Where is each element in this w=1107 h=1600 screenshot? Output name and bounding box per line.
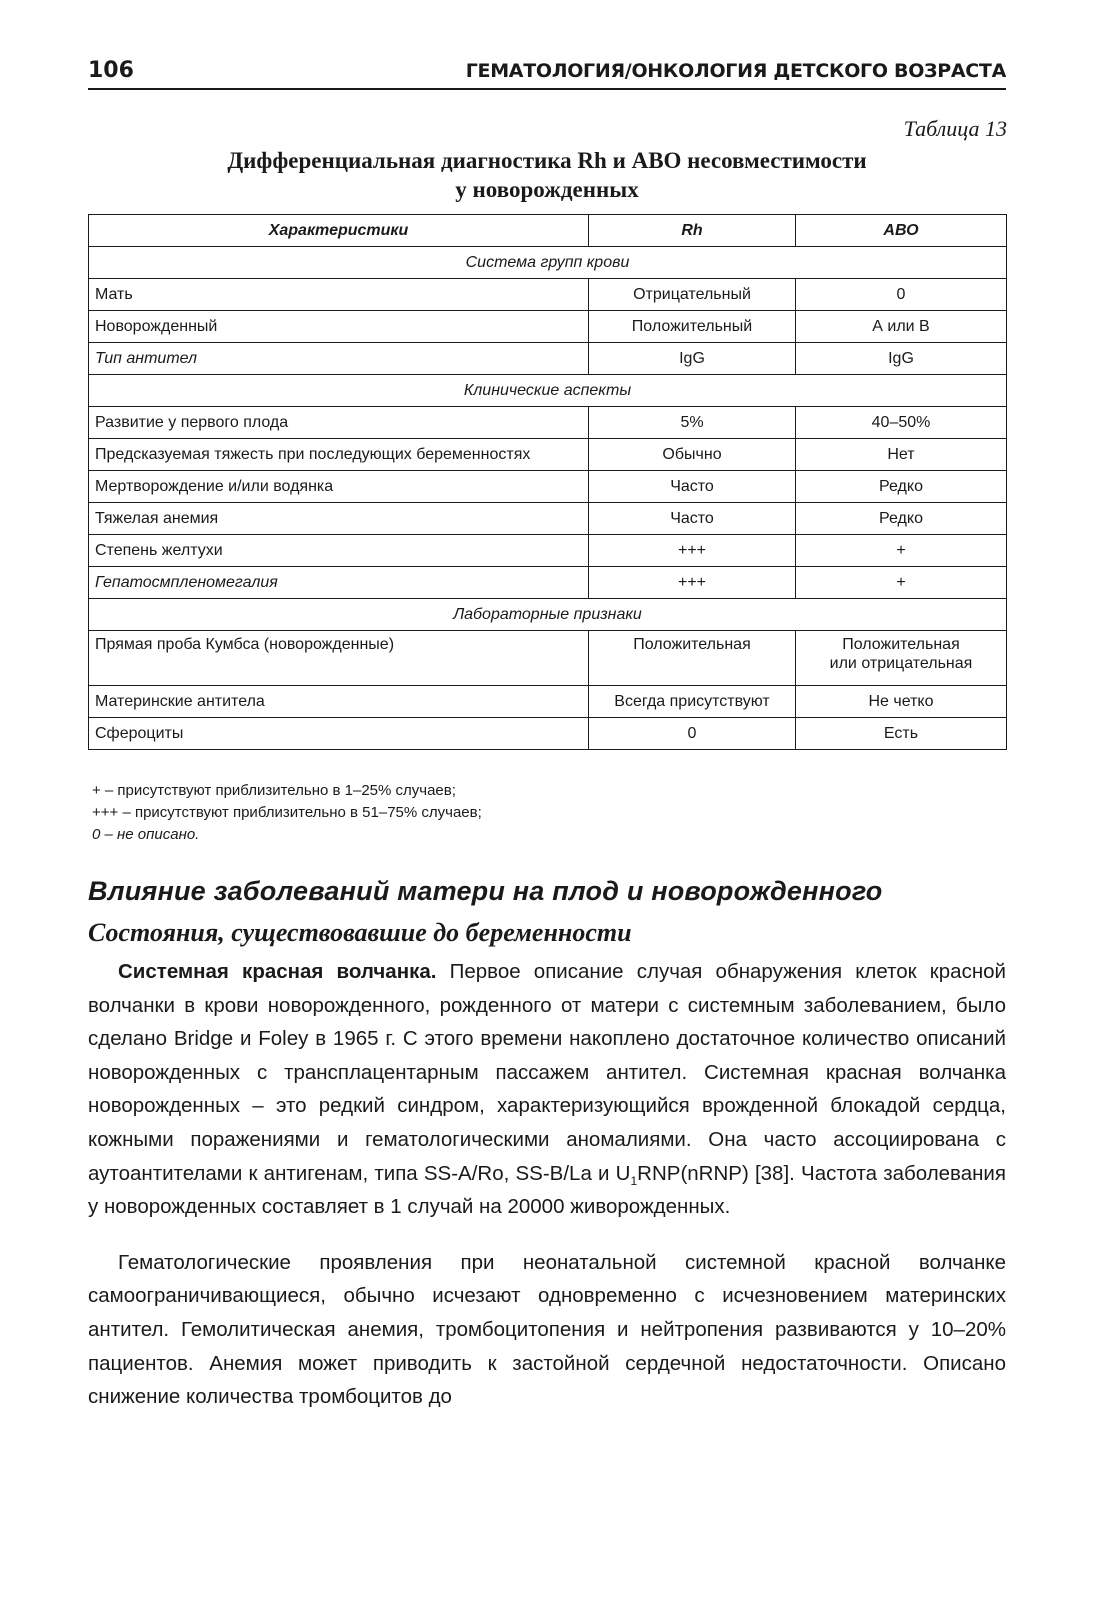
table-title-line-1: Дифференциальная диагностика Rh и АВО несовместимости	[227, 148, 867, 173]
abo-value: Редко	[796, 503, 1007, 535]
page-number: 106	[88, 58, 134, 83]
abo-value: Нет	[796, 439, 1007, 471]
paragraph	[88, 955, 1006, 1224]
row-label: Гепатосмпленомегалия	[89, 567, 589, 599]
book-title: ГЕМАТОЛОГИЯ/ОНКОЛОГИЯ ДЕТСКОГО ВОЗРАСТА	[465, 60, 1006, 82]
rh-value: Часто	[589, 503, 796, 535]
abo-value: 40–50%	[796, 407, 1007, 439]
paragraph-text: RNP(nRNP) [38]. Частота заболевания у новорожденных составляет в 1 случай на 20000 живорожденных.	[88, 1161, 1006, 1219]
abo-value-line-1: Положительная	[842, 636, 960, 653]
row-label: Новорожденный	[89, 311, 589, 343]
rh-value: IgG	[589, 343, 796, 375]
rh-value: Отрицательный	[589, 279, 796, 311]
table-row	[89, 407, 1007, 439]
row-label: Тяжелая анемия	[89, 503, 589, 535]
row-label: Развитие у первого плода	[89, 407, 589, 439]
row-label: Степень желтухи	[89, 535, 589, 567]
running-header	[88, 54, 1006, 90]
abo-value: +	[796, 535, 1007, 567]
rh-value: Положительная	[589, 631, 796, 686]
row-label: Мать	[89, 279, 589, 311]
section-title: Клинические аспекты	[89, 375, 1007, 407]
row-label: Сфероциты	[89, 718, 589, 750]
footnote: +++ – присутствуют приблизительно в 51–75% случаев;	[92, 804, 482, 821]
section-row	[89, 247, 1007, 279]
table-label: Таблица 13	[903, 116, 1007, 141]
table-row	[89, 567, 1007, 599]
table-row	[89, 718, 1007, 750]
abo-value: Редко	[796, 471, 1007, 503]
paragraph: Гематологические проявления при неонатальной системной красной волчанке самоограничивающиеся, обычно исчезают одновременно с исчезновением материнских антител. Гемолитическая анемия, тромбоцитопения и нейтропения развиваются у 10–20% пациентов. Анемия может приводить к застойной сердечной недостаточности. Описано снижение количества тромбоцитов до	[88, 1250, 1006, 1409]
table-row	[89, 343, 1007, 375]
column-header: Rh	[589, 215, 796, 247]
differential-table	[88, 214, 1007, 750]
abo-value: 0	[796, 279, 1007, 311]
table-footnotes	[92, 780, 482, 846]
abo-value: А или В	[796, 311, 1007, 343]
rh-value: +++	[589, 535, 796, 567]
column-header: Характеристики	[89, 215, 589, 247]
abo-value: Не четко	[796, 686, 1007, 718]
abo-value: Есть	[796, 718, 1007, 750]
rh-value: Всегда присутствуют	[589, 686, 796, 718]
table-row	[89, 439, 1007, 471]
paragraph-text: Первое описание случая обнаружения клеток красной волчанки в крови новорожденного, рожденного от матери с системным заболеванием, было сделано Bridge и Foley в 1965 г. С этого времени накоплено достаточное количество описаний новорожденных с трансплацентарным пассажем антител. Системная красная волчанка новорожденных – это редкий синдром, характеризующийся врожденной блокадой сердца, кожными поражениями и гематологическими аномалиями. Она часто ассоциирована с аутоантителами к антигенам, типа SS-A/Ro, SS-B/La и U	[88, 960, 1006, 1185]
table-row	[89, 503, 1007, 535]
rh-value: Часто	[589, 471, 796, 503]
table-row	[89, 471, 1007, 503]
subscript: 1	[630, 1173, 638, 1188]
table-row	[89, 631, 1007, 686]
row-label: Мертворождение и/или водянка	[89, 471, 589, 503]
table-title	[88, 146, 1006, 204]
rh-value: 5%	[589, 407, 796, 439]
abo-value	[796, 631, 1007, 686]
table-row	[89, 535, 1007, 567]
body-text	[88, 955, 1006, 1414]
row-label: Прямая проба Кумбса (новорожденные)	[89, 631, 589, 686]
abo-value: +	[796, 567, 1007, 599]
footnote: + – присутствуют приблизительно в 1–25% случаев;	[92, 782, 456, 799]
abo-value-line-2: или отрицательная	[829, 655, 973, 672]
paragraph-lead: Системная красная волчанка.	[118, 960, 437, 983]
column-header: АВО	[796, 215, 1007, 247]
section-heading: Влияние заболеваний матери на плод и новорожденного	[88, 876, 883, 906]
table-header-row	[89, 215, 1007, 247]
row-label: Предсказуемая тяжесть при последующих беременностях	[89, 439, 589, 471]
rh-value: Положительный	[589, 311, 796, 343]
section-title: Система групп крови	[89, 247, 1007, 279]
section-row	[89, 375, 1007, 407]
subsection-heading: Состояния, существовавшие до беременности	[88, 918, 632, 947]
table-row	[89, 311, 1007, 343]
table-row	[89, 279, 1007, 311]
rh-value: 0	[589, 718, 796, 750]
table-row	[89, 686, 1007, 718]
row-label: Тип антител	[89, 343, 589, 375]
footnote: 0 – не описано.	[92, 826, 200, 843]
abo-value: IgG	[796, 343, 1007, 375]
section-title: Лабораторные признаки	[89, 599, 1007, 631]
row-label: Материнские антитела	[89, 686, 589, 718]
rh-value: +++	[589, 567, 796, 599]
table-title-line-2: у новорожденных	[455, 177, 639, 202]
rh-value: Обычно	[589, 439, 796, 471]
section-row	[89, 599, 1007, 631]
